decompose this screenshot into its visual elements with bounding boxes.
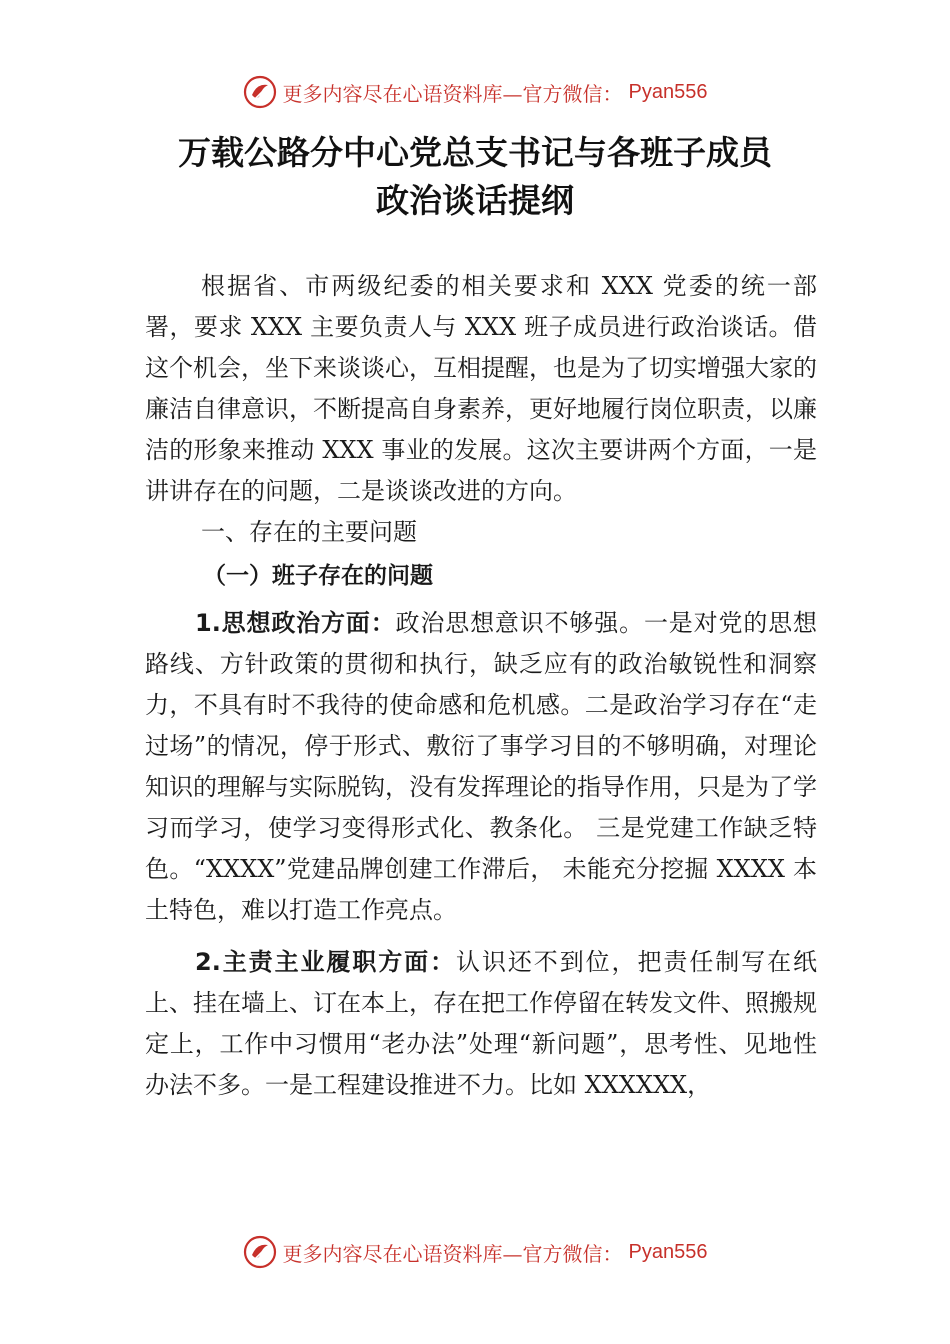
document-title-line2: 政治谈话提纲 bbox=[376, 181, 574, 220]
document-body bbox=[145, 266, 817, 1106]
document-title-line1: 万载公路分中心党总支书记与各班子成员 bbox=[178, 133, 772, 172]
subsection-heading: （一）班子存在的问题 bbox=[203, 563, 433, 589]
watermark-wechat-id: Pyan556 bbox=[628, 80, 708, 103]
item-2-lead: 2.主责主业履职方面： bbox=[195, 948, 457, 976]
watermark-header bbox=[0, 72, 950, 112]
item-2-text: 认识还不到位，把责任制写在纸上、挂在墙上、订在本上，存在把工作停留在转发文件、照搬规定上，工作中习惯用“老办法”处理“新问题”，思考性、见地性办法不多。一是工程建设推进不力。比如 XXXXXX， bbox=[145, 948, 817, 1099]
intro-paragraph: 根据省、市两级纪委的相关要求和 XXX 党委的统一部署，要求 XXX 主要负责人与 XXX 班子成员进行政治谈话。借这个机会，坐下来谈谈心，互相提醒，也是为了切实增强大家的廉洁自律意识，不断提高自身素养，更好地履行岗位职责，以廉洁的形象来推动 XXX 事业的发展。这次主要讲两个方面，一是讲讲存在的问题，二是谈谈改进的方向。 bbox=[145, 272, 817, 505]
section-heading: 一、存在的主要问题 bbox=[201, 518, 417, 546]
logo-icon bbox=[243, 75, 277, 109]
item-paragraph-2 bbox=[145, 942, 817, 1106]
watermark-text: 更多内容尽在心语资料库—官方微信： bbox=[282, 1241, 623, 1266]
item-paragraph-1 bbox=[145, 603, 817, 931]
watermark-wechat-id: Pyan556 bbox=[628, 1240, 708, 1263]
watermark-footer bbox=[0, 1232, 950, 1272]
watermark-text: 更多内容尽在心语资料库—官方微信： bbox=[282, 81, 623, 106]
item-1-lead: 1.思想政治方面： bbox=[195, 609, 396, 637]
logo-icon bbox=[243, 1235, 277, 1269]
item-1-text: 政治思想意识不够强。一是对党的思想路线、方针政策的贯彻和执行，缺乏应有的政治敏锐性和洞察力，不具有时不我待的使命感和危机感。二是政治学习存在“走过场”的情况，停于形式、敷衍了事学习目的不够明确，对理论知识的理解与实际脱钩，没有发挥理论的指导作用，只是为了学习而学习，使学习变得形式化、教条化。 三是党建工作缺乏特色。“XXXX”党建品牌创建工作滞后， 未能充分挖掘 XXXX 本土特色，难以打造工作亮点。 bbox=[145, 609, 817, 924]
